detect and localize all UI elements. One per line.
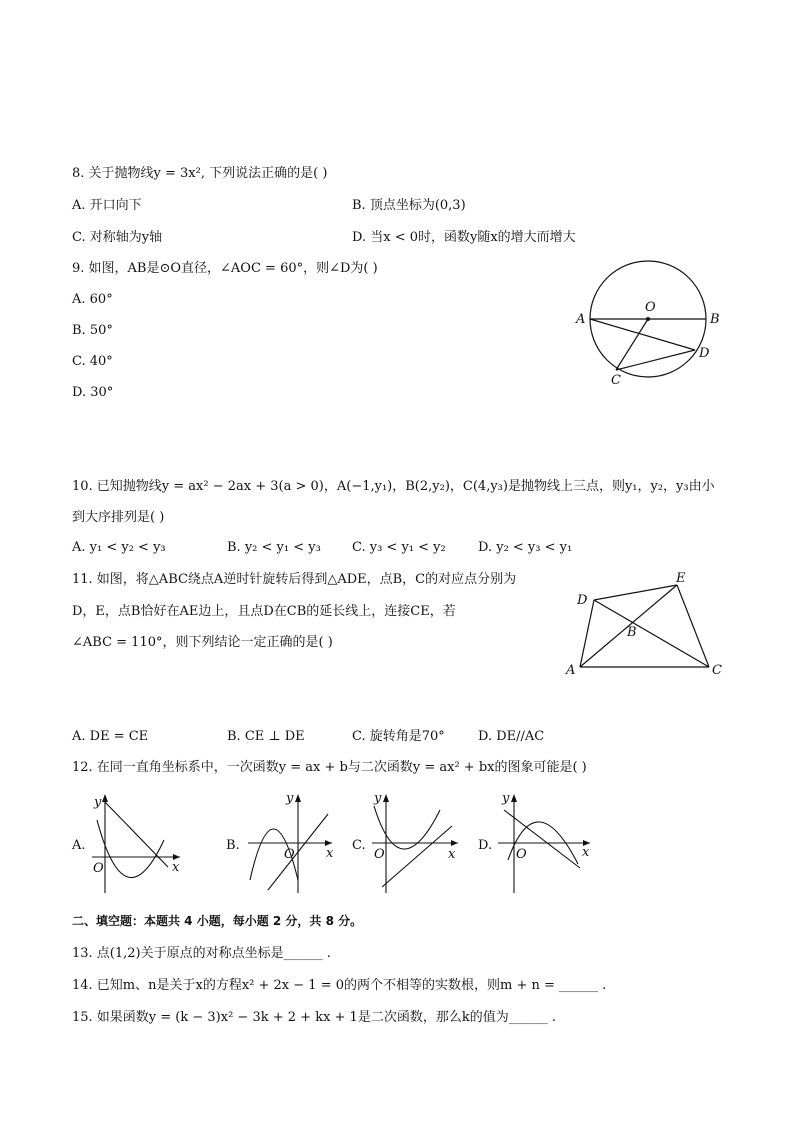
q12-c-origin: O <box>374 847 385 862</box>
q12-option-d-label: D. <box>478 838 493 853</box>
q9-label-c: C <box>611 373 621 388</box>
q8-stem: 8. 关于抛物线y = 3x², 下列说法正确的是( ) <box>72 166 328 181</box>
q10-option-c: C. y₃ < y₁ < y₂ <box>352 540 446 555</box>
q11-label-e: E <box>676 571 686 586</box>
q12-a-origin: O <box>93 861 104 876</box>
q11-label-a: A <box>566 663 576 678</box>
q12-option-a-label: A. <box>72 838 86 853</box>
q12-a-y: y <box>94 795 102 810</box>
q11-label-d: D <box>577 593 588 608</box>
q14: 14. 已知m、n是关于x的方程x² + 2x − 1 = 0的两个不相等的实数根，则m + n = ______ . <box>72 978 607 993</box>
q9-label-d: D <box>699 346 710 361</box>
q12-a-x: x <box>172 860 180 875</box>
q9-circle-figure <box>570 258 730 398</box>
q13: 13. 点(1,2)关于原点的对称点坐标是______ . <box>72 946 331 961</box>
q10-stem-line2: 到大序排列是( ) <box>72 510 165 525</box>
q8-option-d: D. 当x < 0时，函数y随x的增大而增大 <box>352 230 576 245</box>
q12-graph-d <box>494 790 594 896</box>
q9-option-c: C. 40° <box>72 354 113 369</box>
q10-option-d: D. y₂ < y₃ < y₁ <box>478 540 573 555</box>
section-fill-in-heading: 二、填空题：本题共 4 小题，每小题 2 分，共 8 分。 <box>72 914 363 928</box>
q12-option-b-label: B. <box>226 838 240 853</box>
q12-c-y: y <box>374 791 382 806</box>
q11-option-d: D. DE//AC <box>478 729 545 744</box>
q9-option-d: D. 30° <box>72 385 114 400</box>
q10-option-b: B. y₂ < y₁ < y₃ <box>227 540 321 555</box>
q9-label-a: A <box>576 312 586 327</box>
q12-d-y: y <box>502 791 510 806</box>
q11-rotation-figure <box>564 568 734 683</box>
q10-option-a: A. y₁ < y₂ < y₃ <box>72 540 166 555</box>
q11-label-c: C <box>712 663 722 678</box>
q12-b-x: x <box>326 846 334 861</box>
q12-d-x: x <box>582 845 590 860</box>
q12-c-x: x <box>448 847 456 862</box>
q15: 15. 如果函数y = (k − 3)x² − 3k + 2 + kx + 1是二次函数，那么k的值为______ . <box>72 1010 556 1025</box>
q11-stem-line3: ∠ABC = 110°，则下列结论一定正确的是( ) <box>72 635 333 650</box>
q11-stem-line2: D，E，点B恰好在AE边上，且点D在CB的延长线上，连接CE，若 <box>72 604 456 619</box>
q12-graph-c <box>368 790 468 896</box>
q11-option-c: C. 旋转角是70° <box>352 729 445 744</box>
q10-stem-line1: 10. 已知抛物线y = ax² − 2ax + 3(a > 0)，A(−1,y₁)，B(2,y₂)，C(4,y₃)是抛物线上三点，则y₁，y₂，y₃由小 <box>72 479 715 494</box>
q9-label-o: O <box>645 300 656 315</box>
q9-option-b: B. 50° <box>72 323 113 338</box>
q12-d-origin: O <box>516 847 527 862</box>
q9-option-a: A. 60° <box>72 292 113 307</box>
q8-option-b: B. 顶点坐标为(0,3) <box>352 198 466 213</box>
q11-option-a: A. DE = CE <box>72 729 149 744</box>
q11-stem-line1: 11. 如图，将△ABC绕点A逆时针旋转后得到△ADE，点B，C的对应点分别为 <box>72 572 517 587</box>
q8-option-a: A. 开口向下 <box>72 198 142 213</box>
q12-b-origin: O <box>284 847 295 862</box>
q12-option-c-label: C. <box>352 838 366 853</box>
q12-graph-a <box>88 790 188 896</box>
q12-b-y: y <box>286 791 294 806</box>
q11-label-b: B <box>627 625 637 640</box>
q11-option-b: B. CE ⊥ DE <box>227 729 305 744</box>
q8-option-c: C. 对称轴为y轴 <box>72 230 163 245</box>
q9-label-b: B <box>710 312 720 327</box>
q9-stem: 9. 如图，AB是⊙O直径，∠AOC = 60°，则∠D为( ) <box>72 261 378 276</box>
q12-graph-b <box>240 790 340 896</box>
q12-stem: 12. 在同一直角坐标系中，一次函数y = ax + b与二次函数y = ax² + bx的图象可能是( ) <box>72 760 587 775</box>
